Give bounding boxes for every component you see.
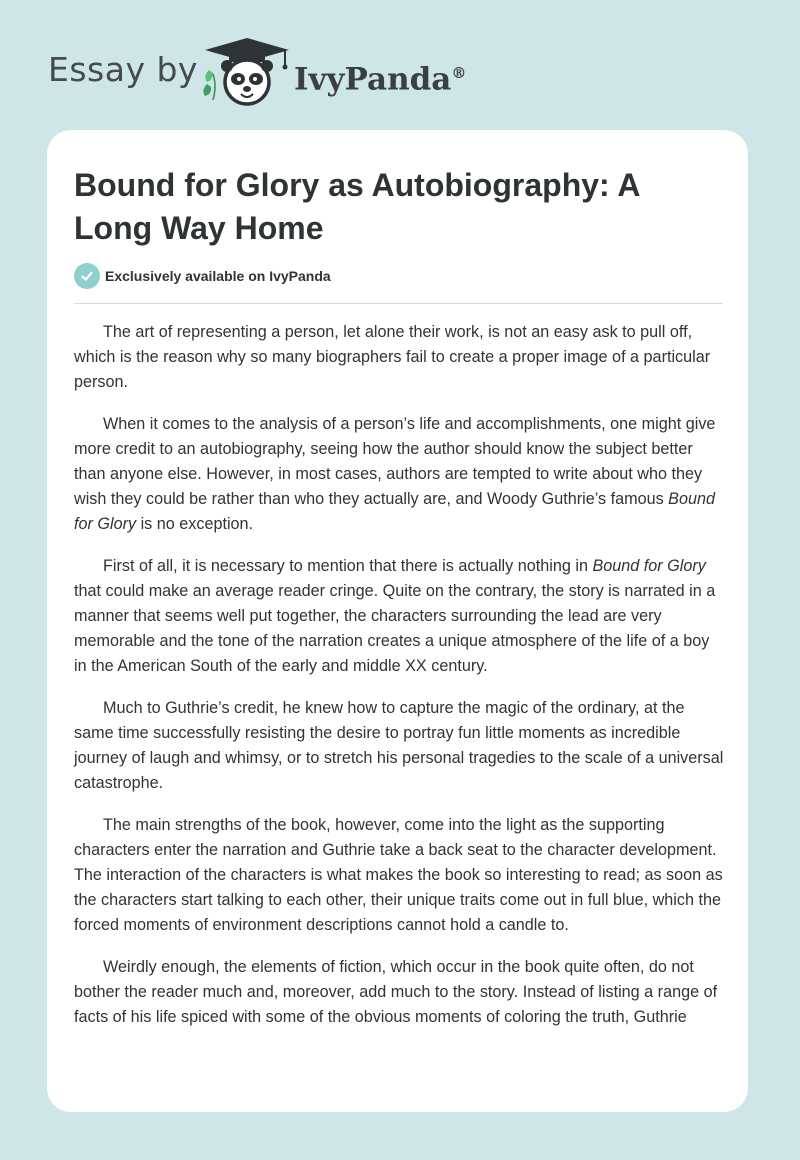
essay-title: Bound for Glory as Autobiography: A Long Way Home xyxy=(74,167,640,246)
exclusive-label: Exclusively available on IvyPanda xyxy=(105,268,331,284)
essay-by-label: Essay by xyxy=(48,50,198,89)
essay-paragraph xyxy=(74,696,726,796)
exclusive-badge xyxy=(74,263,331,289)
ivy-leaf-icon xyxy=(203,70,215,100)
essay-paragraph xyxy=(74,813,726,938)
essay-paragraph xyxy=(74,412,726,537)
paragraph-text: Much to Guthrie’s credit, he knew how to capture the magic of the ordinary, at the same time successfully resisting the desire to portray fun little moments as incredible journey of laugh and whimsy, or to stretch his personal tragedies to the scale of a universal catastrophe. xyxy=(74,699,724,792)
paragraph-text: First of all, it is necessary to mention that there is actually nothing in xyxy=(103,557,593,575)
paragraph-text: The art of representing a person, let alone their work, is not an easy ask to pull off, which is the reason why so many biographers fail to create a proper image of a particular person. xyxy=(74,323,711,391)
site-header xyxy=(0,0,800,130)
paragraph-text: When it comes to the analysis of a person’s life and accomplishments, one might give more credit to an autobiography, seeing how the author should know the subject better than anyone else. However, in most cases, authors are tempted to write about who they wish they could be rather than who they actually are, and Woody Guthrie’s famous xyxy=(74,415,716,508)
brand-name[interactable] xyxy=(294,53,466,99)
divider xyxy=(74,303,723,304)
registered-mark: ® xyxy=(451,64,467,82)
essay-paragraph xyxy=(74,320,726,395)
panda-graduate-icon[interactable] xyxy=(199,36,295,108)
paragraph-text: is no exception. xyxy=(136,515,254,533)
book-title-italic: Bound for Glory xyxy=(592,557,706,575)
paragraph-text: that could make an average reader cringe. Quite on the contrary, the story is narrated in a manner that seems well put together, the characters surrounding the lead are very memorable and the tone of the narration creates a unique atmosphere of the life of a boy in the American South of the early and middle XX century. xyxy=(74,582,716,675)
essay-card xyxy=(47,130,748,1112)
book-title-italic: Bound for Glory xyxy=(74,490,715,533)
check-icon xyxy=(74,263,100,289)
essay-paragraph xyxy=(74,554,726,679)
paragraph-text: Weirdly enough, the elements of fiction, which occur in the book quite often, do not bother the reader much and, moreover, add much to the story. Instead of listing a range of facts of his life spiced with some of the obvious moments of coloring the truth, Guthrie xyxy=(74,958,718,1026)
brand-name-text: IvyPanda xyxy=(294,61,452,98)
essay-body xyxy=(74,320,726,1047)
essay-paragraph xyxy=(74,955,726,1030)
paragraph-text: The main strengths of the book, however, come into the light as the supporting characters enter the narration and Guthrie take a back seat to the character development. The interaction of the characters is what makes the book so interesting to read; as soon as the characters start talking to each other, their unique traits come out in full blue, which the forced moments of environment descriptions cannot hold a candle to. xyxy=(74,816,723,934)
